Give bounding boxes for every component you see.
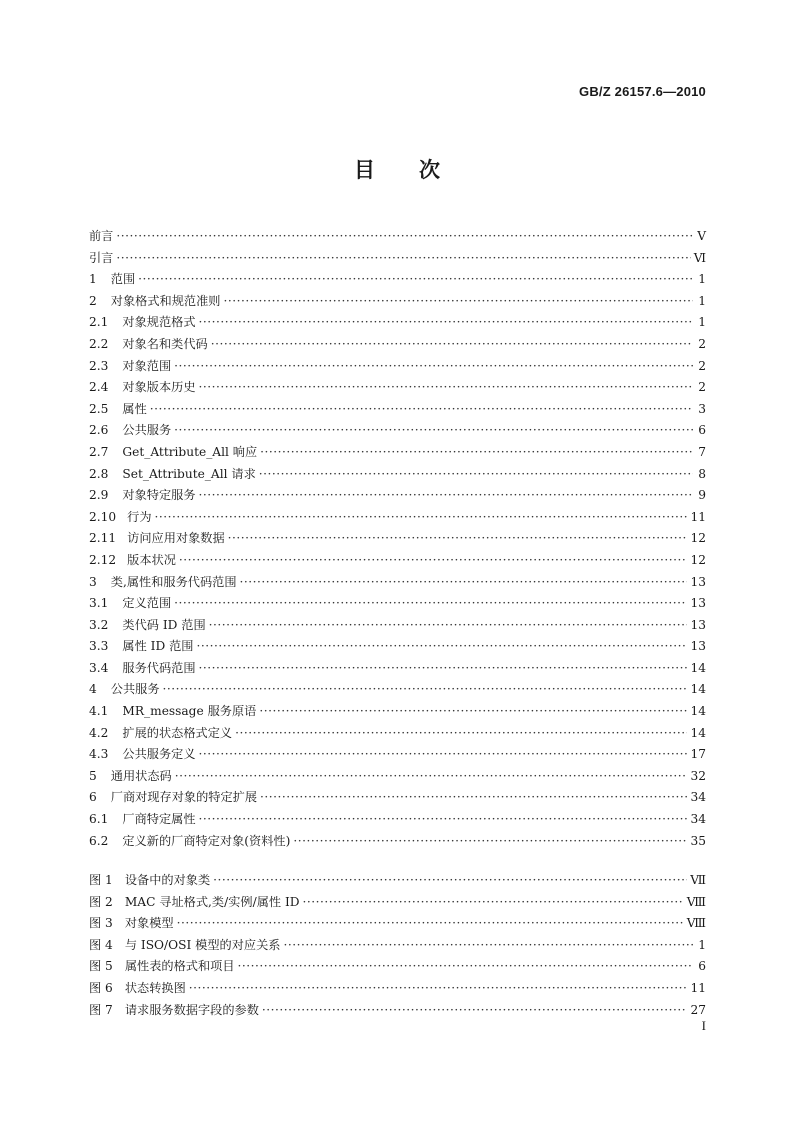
figure-entry[interactable] — [89, 935, 706, 957]
entry-number: 4.3 — [89, 747, 109, 762]
leader-dots — [293, 831, 687, 853]
entry-page: 1 — [698, 937, 706, 952]
toc-entry[interactable] — [89, 226, 706, 248]
entry-number: 2.3 — [89, 358, 109, 373]
entry-number: 4.1 — [89, 704, 109, 719]
toc-entry[interactable] — [89, 269, 706, 291]
entry-title: 对象格式和规范准则 — [110, 293, 221, 308]
entry-number: 6 — [89, 790, 97, 805]
entry-page: 34 — [690, 790, 706, 805]
entry-title: 通用状态码 — [110, 768, 172, 783]
toc-entry[interactable] — [89, 464, 706, 486]
toc-entry[interactable] — [89, 831, 706, 853]
entry-page: 11 — [690, 980, 706, 995]
entry-page: 34 — [690, 812, 706, 827]
entry-number: 2.11 — [89, 531, 117, 546]
leader-dots — [303, 892, 684, 914]
toc-entry[interactable] — [89, 420, 706, 442]
entry-title: 对象范围 — [122, 358, 172, 373]
toc-entry[interactable] — [89, 312, 706, 334]
leader-dots — [209, 615, 688, 637]
entry-number: 图 4 — [89, 937, 113, 952]
entry-title: 引言 — [89, 250, 114, 265]
toc-entry[interactable] — [89, 615, 706, 637]
entry-title: 类代码 ID 范围 — [122, 617, 206, 632]
entry-number: 2.9 — [89, 488, 109, 503]
entry-title: 服务代码范围 — [122, 660, 196, 675]
entry-page: 35 — [690, 833, 706, 848]
leader-dots — [260, 442, 693, 464]
leader-dots — [116, 248, 690, 270]
entry-title: 范围 — [110, 272, 136, 287]
entry-page: 3 — [698, 401, 706, 416]
leader-dots — [199, 658, 688, 680]
entry-page: 1 — [698, 293, 706, 308]
entry-title: 对象名和类代码 — [122, 336, 208, 351]
entry-number: 5 — [89, 768, 97, 783]
entry-title: 厂商对现存对象的特定扩展 — [110, 790, 258, 805]
toc-entry[interactable] — [89, 442, 706, 464]
entry-page: 2 — [698, 336, 706, 351]
entry-page: 13 — [690, 639, 706, 654]
leader-dots — [199, 485, 693, 507]
toc-entry[interactable] — [89, 356, 706, 378]
entry-page: 6 — [698, 959, 706, 974]
entry-title: 属性表的格式和项目 — [124, 959, 235, 974]
entry-number: 2.10 — [89, 509, 117, 524]
entry-number: 图 2 — [89, 894, 113, 909]
entry-title: 公共服务定义 — [122, 747, 196, 762]
toc-entry[interactable] — [89, 636, 706, 658]
entry-number: 6.2 — [89, 833, 109, 848]
entry-title: 状态转换图 — [124, 980, 186, 995]
entry-number: 1 — [89, 272, 97, 287]
entry-page: Ⅷ — [686, 916, 706, 931]
leader-dots — [174, 356, 693, 378]
entry-number: 图 5 — [89, 959, 113, 974]
leader-dots — [189, 978, 688, 1000]
leader-dots — [155, 507, 688, 529]
entry-title: 扩展的状态格式定义 — [122, 725, 233, 740]
entry-page: 32 — [690, 768, 706, 783]
entry-title: Get_Attribute_All 响应 — [122, 444, 258, 459]
entry-page: 27 — [690, 1002, 706, 1017]
entry-number: 3.2 — [89, 617, 109, 632]
entry-title: 类,属性和服务代码范围 — [110, 574, 237, 589]
entry-page: 12 — [690, 531, 706, 546]
leader-dots — [199, 809, 688, 831]
entry-page: 9 — [698, 488, 706, 503]
entry-number: 图 6 — [89, 980, 113, 995]
leader-dots — [259, 464, 693, 486]
entry-title: 公共服务 — [122, 423, 172, 438]
leader-dots — [177, 913, 684, 935]
toc-entry[interactable] — [89, 787, 706, 809]
leader-dots — [175, 766, 688, 788]
toc-entry[interactable] — [89, 248, 706, 270]
entry-number: 4.2 — [89, 725, 109, 740]
entry-title: 属性 — [122, 401, 147, 416]
leader-dots — [174, 420, 693, 442]
toc-entry[interactable] — [89, 291, 706, 313]
leader-dots — [213, 870, 687, 892]
entry-number: 2.5 — [89, 401, 109, 416]
figure-entry[interactable] — [89, 1000, 706, 1022]
page-title-char-2: 次 — [419, 158, 440, 182]
figure-entry[interactable] — [89, 870, 706, 892]
page-number: I — [701, 1018, 706, 1033]
toc-entry[interactable] — [89, 399, 706, 421]
figure-list — [89, 870, 706, 1021]
toc-entry[interactable] — [89, 766, 706, 788]
figure-entry[interactable] — [89, 892, 706, 914]
entry-number: 3.3 — [89, 639, 109, 654]
leader-dots — [174, 593, 687, 615]
leader-dots — [199, 377, 693, 399]
entry-title: MAC 寻址格式,类/实例/属性 ID — [124, 894, 300, 909]
entry-number: 2 — [89, 293, 97, 308]
entry-title: Set_Attribute_All 请求 — [122, 466, 256, 481]
toc-entry[interactable] — [89, 528, 706, 550]
entry-number: 图 1 — [89, 873, 113, 887]
entry-number: 3 — [89, 574, 97, 589]
page-title-char-1: 目 — [354, 158, 375, 182]
leader-dots — [284, 935, 694, 957]
entry-title: 版本状况 — [127, 552, 176, 567]
entry-page: 1 — [698, 315, 706, 330]
leader-dots — [150, 399, 693, 421]
entry-page: 17 — [690, 747, 706, 762]
leader-dots — [235, 723, 687, 745]
entry-number: 2.1 — [89, 315, 109, 330]
entry-page: 12 — [690, 552, 706, 567]
entry-title: 对象版本历史 — [122, 380, 196, 395]
entry-page: Ⅵ — [693, 250, 706, 265]
leader-dots — [138, 269, 693, 291]
leader-dots — [240, 572, 688, 594]
toc-entry[interactable] — [89, 809, 706, 831]
entry-title: 访问应用对象数据 — [127, 531, 225, 546]
entry-page: 7 — [698, 444, 706, 459]
entry-number: 3.4 — [89, 660, 109, 675]
entry-number: 2.2 — [89, 336, 109, 351]
leader-dots — [163, 679, 688, 701]
entry-number: 3.1 — [89, 596, 109, 611]
entry-page: 14 — [690, 725, 706, 740]
toc-entry[interactable] — [89, 334, 706, 356]
entry-title: 行为 — [127, 509, 152, 524]
entry-title: 公共服务 — [110, 682, 160, 697]
entry-page: 11 — [690, 509, 706, 524]
entry-title: 与 ISO/OSI 模型的对应关系 — [124, 937, 281, 952]
entry-number: 4 — [89, 682, 97, 697]
leader-dots — [259, 701, 687, 723]
entry-title: 对象特定服务 — [122, 488, 196, 503]
leader-dots — [199, 312, 693, 334]
entry-page: 2 — [698, 380, 706, 395]
entry-page: 6 — [698, 423, 706, 438]
entry-title: 定义新的厂商特定对象(资料性) — [122, 833, 291, 848]
entry-number: 2.6 — [89, 423, 109, 438]
leader-dots — [196, 636, 687, 658]
entry-page: 8 — [698, 466, 706, 481]
entry-page: Ⅷ — [686, 894, 706, 909]
entry-page: 14 — [690, 704, 706, 719]
entry-page: 2 — [698, 358, 706, 373]
entry-number: 2.12 — [89, 552, 117, 567]
entry-page: 13 — [690, 617, 706, 632]
entry-page: 1 — [698, 272, 706, 287]
entry-title: 请求服务数据字段的参数 — [124, 1002, 259, 1017]
figure-entry[interactable] — [89, 956, 706, 978]
leader-dots — [228, 528, 688, 550]
leader-dots — [116, 226, 693, 248]
entry-page: 13 — [690, 596, 706, 611]
entry-number: 图 7 — [89, 1002, 113, 1017]
toc-entry[interactable] — [89, 550, 706, 572]
entry-number: 2.8 — [89, 466, 109, 481]
leader-dots — [223, 291, 693, 313]
toc-entry[interactable] — [89, 744, 706, 766]
entry-page: Ⅶ — [690, 873, 706, 887]
figure-entry[interactable] — [89, 978, 706, 1000]
toc-entry[interactable] — [89, 658, 706, 680]
leader-dots — [260, 787, 687, 809]
leader-dots — [199, 744, 688, 766]
entry-title: 对象规范格式 — [122, 315, 196, 330]
leader-dots — [238, 956, 693, 978]
entry-page: Ⅴ — [697, 229, 706, 243]
entry-title: 属性 ID 范围 — [122, 639, 194, 654]
entry-page: 14 — [690, 660, 706, 675]
entry-title: MR_message 服务原语 — [122, 704, 257, 719]
entry-page: 13 — [690, 574, 706, 589]
toc-entry[interactable] — [89, 507, 706, 529]
entry-page: 14 — [690, 682, 706, 697]
entry-title: 设备中的对象类 — [124, 873, 211, 887]
toc-entry[interactable] — [89, 701, 706, 723]
entry-number: 2.7 — [89, 444, 109, 459]
leader-dots — [179, 550, 688, 572]
entry-number: 6.1 — [89, 812, 109, 827]
entry-number: 2.4 — [89, 380, 109, 395]
leader-dots — [211, 334, 693, 356]
entry-title: 前言 — [89, 229, 114, 243]
toc-entry[interactable] — [89, 593, 706, 615]
entry-title: 厂商特定属性 — [122, 812, 196, 827]
leader-dots — [262, 1000, 688, 1022]
toc-entry[interactable] — [89, 485, 706, 507]
entry-number: 图 3 — [89, 916, 113, 931]
figure-entry[interactable] — [89, 913, 706, 935]
page-title — [0, 154, 794, 184]
standard-code: GB/Z 26157.6—2010 — [579, 84, 706, 99]
toc-entry[interactable] — [89, 723, 706, 745]
toc-entry[interactable] — [89, 679, 706, 701]
entry-title: 定义范围 — [122, 596, 172, 611]
toc-entry[interactable] — [89, 377, 706, 399]
toc-list — [89, 226, 706, 852]
toc-entry[interactable] — [89, 572, 706, 594]
entry-title: 对象模型 — [124, 916, 174, 931]
